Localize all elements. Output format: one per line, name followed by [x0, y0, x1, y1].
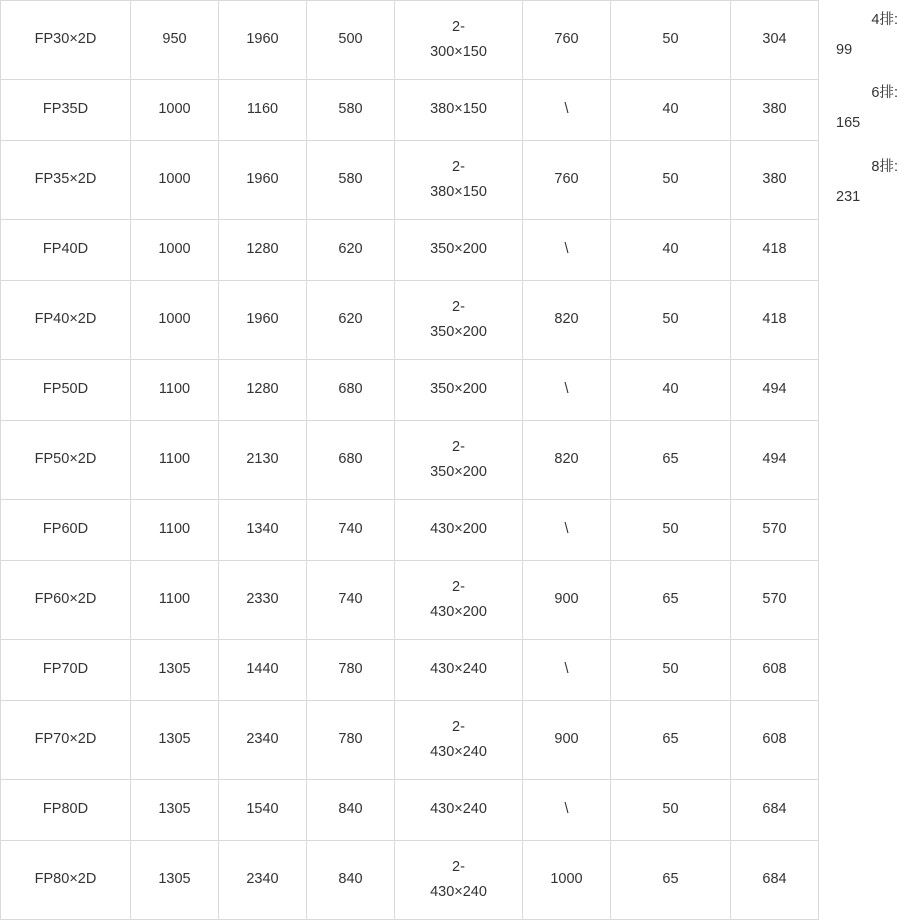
cell-model: FP60D [1, 500, 131, 561]
cell-outlet-size [395, 421, 523, 500]
cell-outlet-size [395, 841, 523, 920]
cell-outlet-size-line: 2- [452, 438, 465, 455]
cell-height: 780 [307, 640, 395, 701]
cell-outlet-size-line: 430×200 [430, 521, 487, 538]
cell-width: 2130 [219, 421, 307, 500]
side-note-label: 6排: [871, 85, 898, 102]
cell-width: 1160 [219, 80, 307, 141]
cell-outlet-size [395, 561, 523, 640]
cell-thickness: 50 [611, 640, 731, 701]
cell-height: 580 [307, 141, 395, 220]
cell-weight: 684 [731, 841, 819, 920]
cell-outlet-size-line: 430×200 [430, 604, 487, 620]
cell-thickness: 40 [611, 220, 731, 281]
cell-outlet-size [395, 80, 523, 141]
table-row [1, 640, 819, 701]
cell-length: 1100 [131, 561, 219, 640]
cell-outlet-2: \ [523, 780, 611, 841]
cell-height: 680 [307, 360, 395, 421]
cell-outlet-2: 900 [523, 561, 611, 640]
cell-outlet-size-line: 350×200 [430, 324, 487, 340]
cell-height: 580 [307, 80, 395, 141]
cell-length: 1000 [131, 80, 219, 141]
cell-outlet-2: \ [523, 220, 611, 281]
cell-model: FP40D [1, 220, 131, 281]
table-row [1, 841, 819, 920]
side-note-value: 165 [836, 115, 861, 132]
cell-outlet-size [395, 281, 523, 360]
cell-thickness: 65 [611, 701, 731, 780]
cell-model: FP35D [1, 80, 131, 141]
spec-table-body [1, 1, 819, 920]
cell-model: FP70×2D [1, 701, 131, 780]
cell-width: 1540 [219, 780, 307, 841]
cell-outlet-size-line: 2- [452, 718, 465, 735]
cell-weight: 608 [731, 640, 819, 701]
cell-outlet-size-line: 2- [452, 18, 465, 35]
side-note [832, 79, 916, 138]
cell-height: 500 [307, 1, 395, 80]
cell-width: 1280 [219, 360, 307, 421]
cell-thickness: 40 [611, 360, 731, 421]
cell-height: 840 [307, 780, 395, 841]
cell-outlet-size-line: 2- [452, 858, 465, 875]
cell-weight: 684 [731, 780, 819, 841]
cell-outlet-size [395, 701, 523, 780]
cell-outlet-size-line: 380×150 [430, 101, 487, 118]
side-note-value: 99 [836, 41, 853, 58]
cell-model: FP30×2D [1, 1, 131, 80]
cell-length: 1305 [131, 780, 219, 841]
cell-width: 1440 [219, 640, 307, 701]
cell-model: FP35×2D [1, 141, 131, 220]
cell-length: 1305 [131, 701, 219, 780]
cell-length: 1100 [131, 500, 219, 561]
cell-outlet-size [395, 141, 523, 220]
table-row [1, 780, 819, 841]
cell-outlet-size-line: 430×240 [430, 744, 487, 760]
side-note [832, 6, 916, 65]
cell-thickness: 65 [611, 841, 731, 920]
cell-weight: 380 [731, 80, 819, 141]
cell-width: 2330 [219, 561, 307, 640]
cell-outlet-size [395, 220, 523, 281]
cell-model: FP80D [1, 780, 131, 841]
cell-thickness: 65 [611, 561, 731, 640]
cell-outlet-size-line: 2- [452, 158, 465, 175]
cell-outlet-size-line: 300×150 [430, 44, 487, 60]
cell-height: 680 [307, 421, 395, 500]
cell-outlet-2: 760 [523, 141, 611, 220]
cell-height: 740 [307, 561, 395, 640]
cell-height: 620 [307, 220, 395, 281]
cell-outlet-2: 760 [523, 1, 611, 80]
cell-length: 950 [131, 1, 219, 80]
cell-width: 1960 [219, 1, 307, 80]
cell-outlet-size [395, 1, 523, 80]
cell-height: 840 [307, 841, 395, 920]
cell-thickness: 50 [611, 1, 731, 80]
cell-outlet-size [395, 500, 523, 561]
table-row [1, 80, 819, 141]
cell-height: 620 [307, 281, 395, 360]
cell-width: 2340 [219, 701, 307, 780]
cell-weight: 418 [731, 220, 819, 281]
cell-outlet-size-line: 350×200 [430, 241, 487, 258]
cell-thickness: 40 [611, 80, 731, 141]
table-row [1, 561, 819, 640]
cell-outlet-size [395, 780, 523, 841]
table-row [1, 281, 819, 360]
cell-model: FP40×2D [1, 281, 131, 360]
side-notes [818, 0, 916, 226]
cell-height: 740 [307, 500, 395, 561]
table-row [1, 360, 819, 421]
table-row [1, 1, 819, 80]
cell-thickness: 50 [611, 141, 731, 220]
cell-weight: 418 [731, 281, 819, 360]
cell-weight: 304 [731, 1, 819, 80]
cell-outlet-2: \ [523, 640, 611, 701]
cell-outlet-2: 820 [523, 421, 611, 500]
cell-width: 2340 [219, 841, 307, 920]
cell-outlet-size-line: 350×200 [430, 464, 487, 480]
cell-weight: 570 [731, 561, 819, 640]
cell-outlet-size-line: 430×240 [430, 884, 487, 900]
cell-length: 1100 [131, 360, 219, 421]
table-row [1, 220, 819, 281]
cell-outlet-2: 1000 [523, 841, 611, 920]
table-row [1, 421, 819, 500]
cell-length: 1305 [131, 640, 219, 701]
cell-thickness: 65 [611, 421, 731, 500]
cell-outlet-2: \ [523, 500, 611, 561]
cell-outlet-size [395, 360, 523, 421]
cell-outlet-size-line: 2- [452, 578, 465, 595]
cell-outlet-size-line: 380×150 [430, 184, 487, 200]
cell-thickness: 50 [611, 281, 731, 360]
cell-length: 1000 [131, 141, 219, 220]
cell-weight: 570 [731, 500, 819, 561]
cell-outlet-size-line: 350×200 [430, 381, 487, 398]
table-row [1, 701, 819, 780]
cell-outlet-2: \ [523, 360, 611, 421]
cell-outlet-2: 900 [523, 701, 611, 780]
side-note-label: 4排: [871, 12, 898, 28]
side-note [832, 153, 916, 212]
cell-thickness: 50 [611, 780, 731, 841]
cell-outlet-size-line: 2- [452, 298, 465, 315]
cell-weight: 380 [731, 141, 819, 220]
cell-width: 1960 [219, 141, 307, 220]
cell-model: FP60×2D [1, 561, 131, 640]
cell-weight: 608 [731, 701, 819, 780]
cell-model: FP70D [1, 640, 131, 701]
cell-width: 1960 [219, 281, 307, 360]
table-row [1, 500, 819, 561]
cell-outlet-size [395, 640, 523, 701]
cell-length: 1000 [131, 281, 219, 360]
cell-outlet-2: 820 [523, 281, 611, 360]
cell-model: FP50D [1, 360, 131, 421]
cell-thickness: 50 [611, 500, 731, 561]
cell-model: FP50×2D [1, 421, 131, 500]
cell-height: 780 [307, 701, 395, 780]
cell-weight: 494 [731, 360, 819, 421]
cell-width: 1280 [219, 220, 307, 281]
cell-weight: 494 [731, 421, 819, 500]
side-note-label: 8排: [871, 158, 898, 175]
cell-length: 1000 [131, 220, 219, 281]
table-row [1, 141, 819, 220]
cell-length: 1100 [131, 421, 219, 500]
cell-width: 1340 [219, 500, 307, 561]
cell-outlet-size-line: 430×240 [430, 801, 487, 818]
side-note-value: 231 [836, 188, 861, 205]
cell-outlet-2: \ [523, 80, 611, 141]
cell-model: FP80×2D [1, 841, 131, 920]
cell-length: 1305 [131, 841, 219, 920]
cell-outlet-size-line: 430×240 [430, 661, 487, 678]
